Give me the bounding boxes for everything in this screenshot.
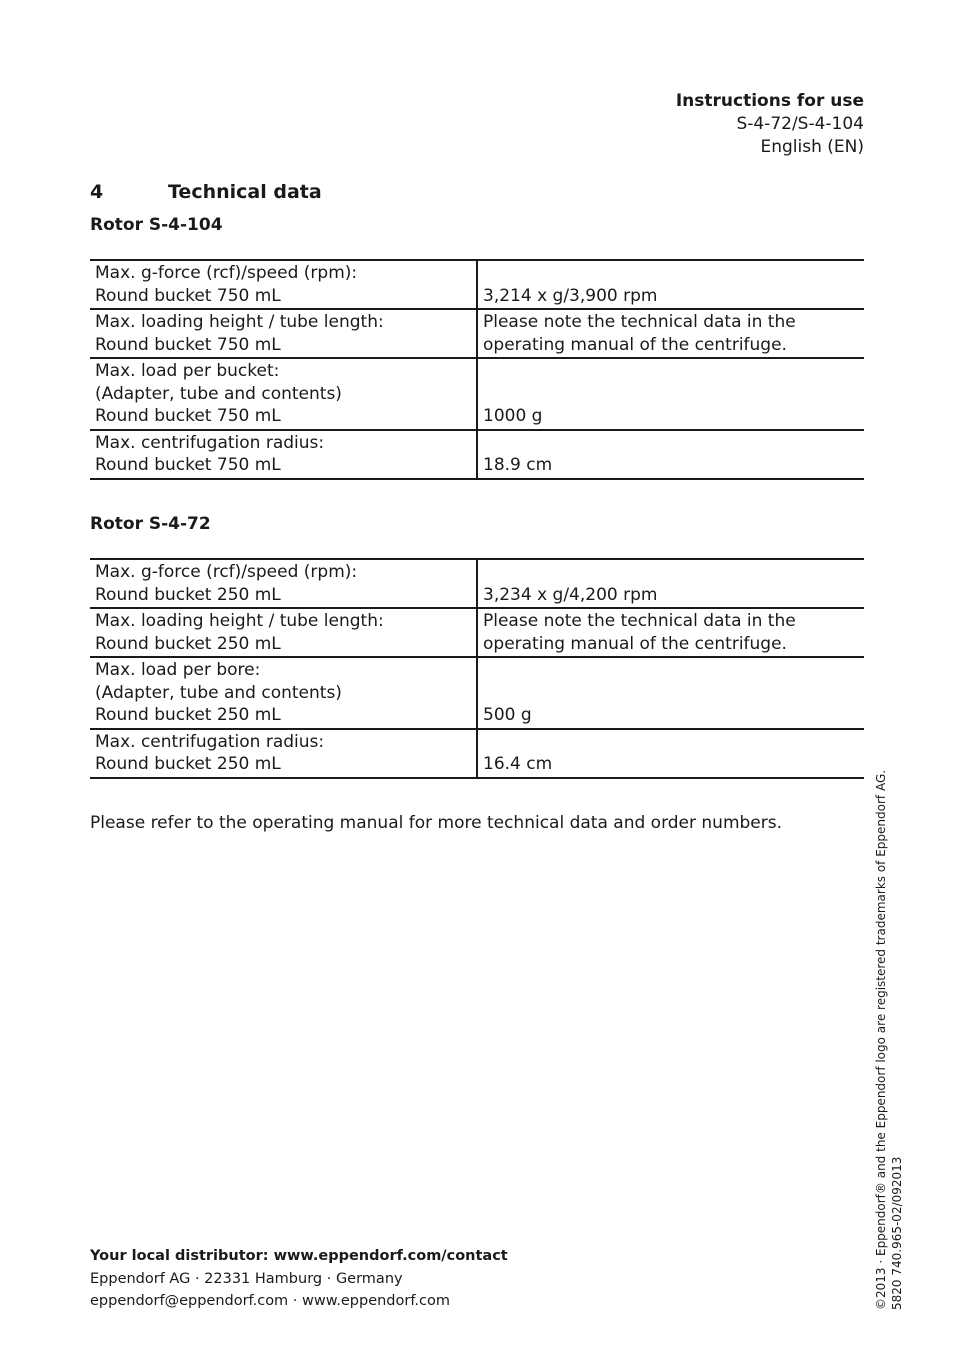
section-number: 4 xyxy=(90,181,104,203)
spec-value: 1000 g xyxy=(477,358,864,430)
spec-value: 18.9 cm xyxy=(477,430,864,479)
contact-line: eppendorf@eppendorf.com · www.eppendorf.com xyxy=(90,1293,450,1309)
spec-label: Max. load per bore: (Adapter, tube and contents) Round bucket 250 mL xyxy=(90,657,477,729)
spec-value: 3,214 x g/3,900 rpm xyxy=(477,260,864,309)
spec-value: Please note the technical data in the operating manual of the centrifuge. xyxy=(477,309,864,358)
address-line: Eppendorf AG · 22331 Hamburg · Germany xyxy=(90,1270,403,1287)
distributor-line: Your local distributor: www.eppendorf.com/contact xyxy=(90,1248,508,1264)
table-row xyxy=(90,729,864,778)
copyright-side-text xyxy=(873,770,905,1310)
spec-value: 3,234 x g/4,200 rpm xyxy=(477,559,864,608)
spec-value: 500 g xyxy=(477,657,864,729)
table-row xyxy=(90,358,864,430)
spec-label: Max. loading height / tube length: Round bucket 750 mL xyxy=(90,309,477,358)
table-row xyxy=(90,430,864,479)
spec-value: Please note the technical data in the operating manual of the centrifuge. xyxy=(477,608,864,657)
section-heading xyxy=(90,181,322,203)
table-row xyxy=(90,559,864,608)
rotor-heading: Rotor S-4-104 xyxy=(90,215,223,235)
document-header xyxy=(676,90,864,159)
reference-note: Please refer to the operating manual for more technical data and order numbers. xyxy=(90,813,783,833)
spec-label: Max. load per bucket: (Adapter, tube and contents) Round bucket 750 mL xyxy=(90,358,477,430)
spec-label: Max. g-force (rcf)/speed (rpm): Round bucket 250 mL xyxy=(90,559,477,608)
page-footer xyxy=(90,1245,508,1313)
table-row xyxy=(90,260,864,309)
spec-label: Max. loading height / tube length: Round bucket 250 mL xyxy=(90,608,477,657)
spec-label: Max. centrifugation radius: Round bucket 750 mL xyxy=(90,430,477,479)
document-model: S-4-72/S-4-104 xyxy=(736,114,864,134)
table-row xyxy=(90,608,864,657)
spec-label: Max. g-force (rcf)/speed (rpm): Round bucket 750 mL xyxy=(90,260,477,309)
rotor-table xyxy=(90,558,864,779)
table-row xyxy=(90,309,864,358)
rotor-table xyxy=(90,259,864,480)
spec-label: Max. centrifugation radius: Round bucket 250 mL xyxy=(90,729,477,778)
copyright-line: ©2013 · Eppendorf® and the Eppendorf logo are registered trademarks of Eppendorf AG. xyxy=(874,769,888,1310)
spec-value: 16.4 cm xyxy=(477,729,864,778)
rotor-heading: Rotor S-4-72 xyxy=(90,514,211,534)
document-number: 5820 740.965-02/092013 xyxy=(890,1156,904,1310)
document-language: English (EN) xyxy=(760,137,864,157)
table-row xyxy=(90,657,864,729)
document-title: Instructions for use xyxy=(675,91,864,111)
section-title: Technical data xyxy=(168,181,322,203)
